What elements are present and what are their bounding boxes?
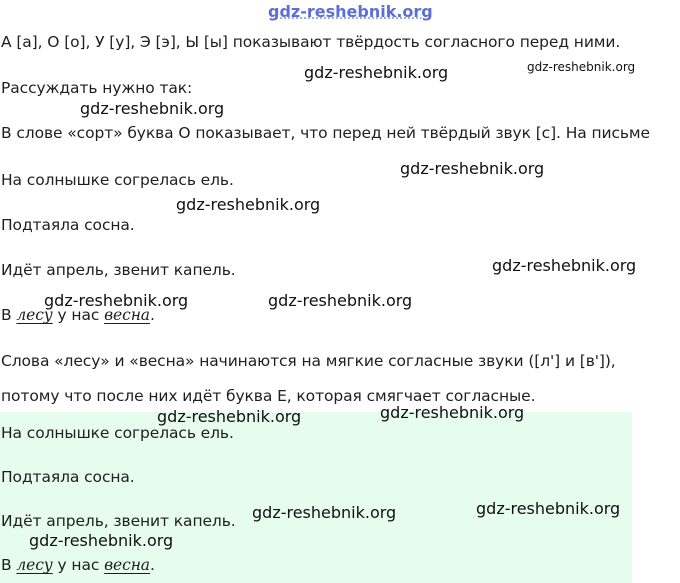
poem-line-2: Подтаяла сосна. — [1, 216, 135, 234]
watermark: gdz-reshebnik.org — [527, 60, 636, 74]
poem-line-4-end: . — [149, 306, 155, 324]
text-line-2: Рассуждать нужно так: — [1, 79, 193, 97]
poem-line-4-prefix: В — [1, 306, 17, 324]
watermark: gdz-reshebnik.org — [252, 503, 397, 522]
explanation-line-1: Слова «лесу» и «весна» начинаются на мягкие согласные звуки ([л'] и [в']), — [1, 352, 616, 370]
watermark: gdz-reshebnik.org — [157, 407, 302, 426]
watermark: gdz-reshebnik.org — [380, 403, 525, 422]
poem-line-1: На солнышке согрелась ель. — [1, 171, 234, 189]
poem-line-3: Идёт апрель, звенит капель. — [1, 261, 236, 279]
poem-line-4-middle: у нас — [52, 306, 105, 324]
answer-handwritten-word-lesu: лесу — [16, 556, 53, 574]
watermark: gdz-reshebnik.org — [400, 159, 545, 178]
watermark: gdz-reshebnik.org — [268, 291, 413, 310]
handwritten-word-lesu: лесу — [16, 306, 53, 324]
text-line-3: В слове «сорт» буква О показывает, что перед ней твёрдый звук [с]. На письме — [1, 124, 650, 142]
answer-handwritten-word-vesna: весна — [104, 556, 150, 574]
watermark: gdz-reshebnik.org — [44, 291, 189, 310]
answer-line-4-prefix: В — [1, 556, 17, 574]
watermark: gdz-reshebnik.org — [176, 195, 321, 214]
handwritten-word-vesna: весна — [104, 306, 150, 324]
answer-line-4-middle: у нас — [52, 556, 105, 574]
watermark: gdz-reshebnik.org — [80, 99, 225, 118]
header-watermark: gdz-reshebnik.org — [268, 2, 433, 21]
watermark: gdz-reshebnik.org — [29, 531, 174, 550]
answer-line-2: Подтаяла сосна. — [1, 468, 135, 486]
answer-line-4 — [1, 556, 155, 574]
watermark: gdz-reshebnik.org — [304, 63, 449, 82]
explanation-line-2: потому что после них идёт буква Е, которая смягчает согласные. — [1, 387, 536, 405]
answer-line-1: На солнышке согрелась ель. — [1, 424, 234, 442]
answer-line-3: Идёт апрель, звенит капель. — [1, 512, 236, 530]
watermark: gdz-reshebnik.org — [492, 256, 637, 275]
text-line-1: А [а], О [о], У [у], Э [э], Ы [ы] показывают твёрдость согласного перед ними. — [1, 33, 621, 51]
watermark: gdz-reshebnik.org — [476, 499, 621, 518]
answer-line-4-end: . — [149, 556, 155, 574]
